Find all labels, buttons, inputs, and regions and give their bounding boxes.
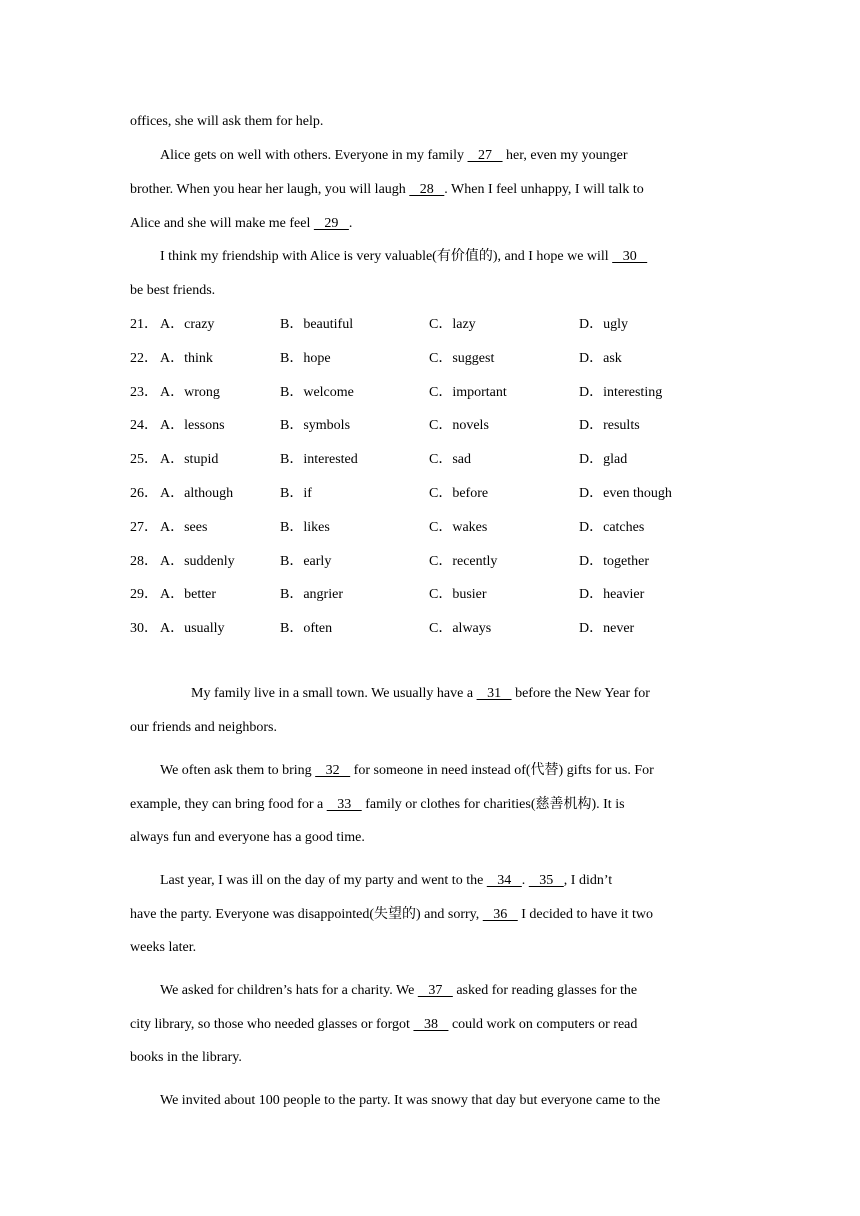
passage1-text: . When I feel unhappy, I will talk to: [444, 182, 644, 197]
option-b: B．often: [280, 621, 333, 636]
passage1-text: offices, she will ask them for help.: [130, 114, 324, 129]
passage2-line-4: [130, 796, 625, 814]
option-c: C．important: [429, 385, 507, 400]
passage2-text: , I didn’t: [563, 873, 613, 888]
option-a: A．sees: [160, 520, 208, 535]
passage2-line-5: [130, 829, 365, 847]
option-a: A．usually: [160, 621, 225, 636]
option-d: D．ugly: [579, 317, 628, 332]
passage1-line-6: [130, 282, 215, 300]
question-number: 29．: [130, 587, 158, 602]
question-number: 26．: [130, 486, 158, 501]
option-d: D．results: [579, 418, 640, 433]
option-row-30: [130, 620, 750, 638]
option-b: B．symbols: [280, 418, 351, 433]
option-b: B．if: [280, 486, 312, 501]
option-row-29: [130, 586, 750, 604]
passage2-line-2: [130, 719, 277, 737]
blank-32: 32: [315, 763, 351, 778]
blank-29: 29: [313, 216, 349, 231]
option-c: C．suggest: [429, 351, 495, 366]
option-row-27: [130, 519, 750, 537]
passage2-line-9: [160, 982, 637, 1000]
option-b: B．interested: [280, 452, 358, 467]
option-c: C．always: [429, 621, 492, 636]
option-row-25: [130, 451, 750, 469]
question-number: 24．: [130, 418, 158, 433]
passage1-text: Alice gets on well with others. Everyone in my family: [160, 148, 468, 163]
option-c: C．lazy: [429, 317, 476, 332]
option-c: C．recently: [429, 554, 498, 569]
option-d: D．together: [579, 554, 649, 569]
passage2-text: weeks later.: [130, 940, 197, 955]
option-d: D．heavier: [579, 587, 645, 602]
option-a: A．although: [160, 486, 234, 501]
option-b: B．likes: [280, 520, 330, 535]
passage2-text: city library, so those who needed glasses or forgot: [130, 1017, 414, 1032]
passage2-line-7: [130, 906, 653, 924]
option-a: A．wrong: [160, 385, 220, 400]
option-d: D．never: [579, 621, 635, 636]
option-d: D．catches: [579, 520, 645, 535]
blank-38: 38: [413, 1017, 449, 1032]
blank-31: 31: [476, 686, 512, 701]
option-a: A．suddenly: [160, 554, 235, 569]
option-a: A．think: [160, 351, 213, 366]
option-row-28: [130, 553, 750, 571]
option-d: D．glad: [579, 452, 628, 467]
option-c: C．before: [429, 486, 489, 501]
passage2-line-12: [160, 1092, 660, 1110]
option-a: A．stupid: [160, 452, 219, 467]
passage1-text: her, even my younger: [502, 148, 628, 163]
option-b: B．hope: [280, 351, 331, 366]
option-a: A．crazy: [160, 317, 215, 332]
question-number: 23．: [130, 385, 158, 400]
option-a: A．lessons: [160, 418, 225, 433]
passage2-text: asked for reading glasses for the: [452, 983, 638, 998]
option-c: C．wakes: [429, 520, 488, 535]
passage2-text: our friends and neighbors.: [130, 720, 277, 735]
blank-33: 33: [326, 797, 362, 812]
passage2-text: My family live in a small town. We usually have a: [191, 686, 477, 701]
blank-34: 34: [486, 873, 522, 888]
option-d: D．even though: [579, 486, 672, 501]
option-b: B．angrier: [280, 587, 343, 602]
passage2-text: We often ask them to bring: [160, 763, 316, 778]
passage1-line-2: [160, 147, 628, 165]
option-c: C．novels: [429, 418, 489, 433]
passage1-line-4: [130, 215, 352, 233]
question-number: 28．: [130, 554, 158, 569]
option-a: A．better: [160, 587, 216, 602]
option-b: B．beautiful: [280, 317, 354, 332]
blank-36: 36: [482, 907, 518, 922]
option-c: C．busier: [429, 587, 487, 602]
passage2-text: have the party. Everyone was disappointed(失望的) and sorry,: [130, 907, 483, 922]
passage1-line-1: [130, 113, 323, 131]
passage2-line-6: [160, 872, 612, 890]
question-number: 27．: [130, 520, 158, 535]
passage2-text: .: [521, 873, 529, 888]
passage2-text: always fun and everyone has a good time.: [130, 830, 365, 845]
passage2-line-8: [130, 939, 196, 957]
passage2-text: family or clothes for charities(慈善机构). It is: [361, 797, 625, 812]
option-row-22: [130, 350, 750, 368]
passage1-text: be best friends.: [130, 283, 216, 298]
question-number: 22．: [130, 351, 158, 366]
passage2-text: could work on computers or read: [448, 1017, 638, 1032]
passage1-text: Alice and she will make me feel: [130, 216, 314, 231]
blank-35: 35: [528, 873, 564, 888]
passage2-text: We invited about 100 people to the party. It was snowy that day but everyone came to the: [160, 1093, 661, 1108]
passage2-line-1: [191, 685, 650, 703]
option-row-23: [130, 384, 750, 402]
blank-30: 30: [612, 249, 648, 264]
blank-37: 37: [417, 983, 453, 998]
passage1-text: brother. When you hear her laugh, you will laugh: [130, 182, 410, 197]
passage2-line-11: [130, 1049, 242, 1067]
passage1-line-3: [130, 181, 644, 199]
option-b: B．early: [280, 554, 332, 569]
passage2-text: Last year, I was ill on the day of my party and went to the: [160, 873, 487, 888]
passage1-line-5: [160, 248, 647, 266]
question-number: 30．: [130, 621, 158, 636]
option-b: B．welcome: [280, 385, 354, 400]
passage2-text: example, they can bring food for a: [130, 797, 327, 812]
option-d: D．ask: [579, 351, 622, 366]
question-number: 21．: [130, 317, 158, 332]
blank-27: 27: [467, 148, 503, 163]
passage1-text: I think my friendship with Alice is very valuable(有价值的), and I hope we will: [160, 249, 613, 264]
passage2-line-10: [130, 1016, 637, 1034]
option-c: C．sad: [429, 452, 471, 467]
passage2-line-3: [160, 762, 654, 780]
passage1-text: .: [348, 216, 353, 231]
passage2-text: books in the library.: [130, 1050, 242, 1065]
passage2-text: I decided to have it two: [517, 907, 654, 922]
passage2-text: We asked for children’s hats for a charity. We: [160, 983, 418, 998]
option-row-21: [130, 316, 750, 334]
option-d: D．interesting: [579, 385, 663, 400]
option-row-26: [130, 485, 750, 503]
passage2-text: before the New Year for: [511, 686, 650, 701]
passage2-text: for someone in need instead of(代替) gifts for us. For: [350, 763, 654, 778]
question-number: 25．: [130, 452, 158, 467]
blank-28: 28: [409, 182, 445, 197]
option-row-24: [130, 417, 750, 435]
